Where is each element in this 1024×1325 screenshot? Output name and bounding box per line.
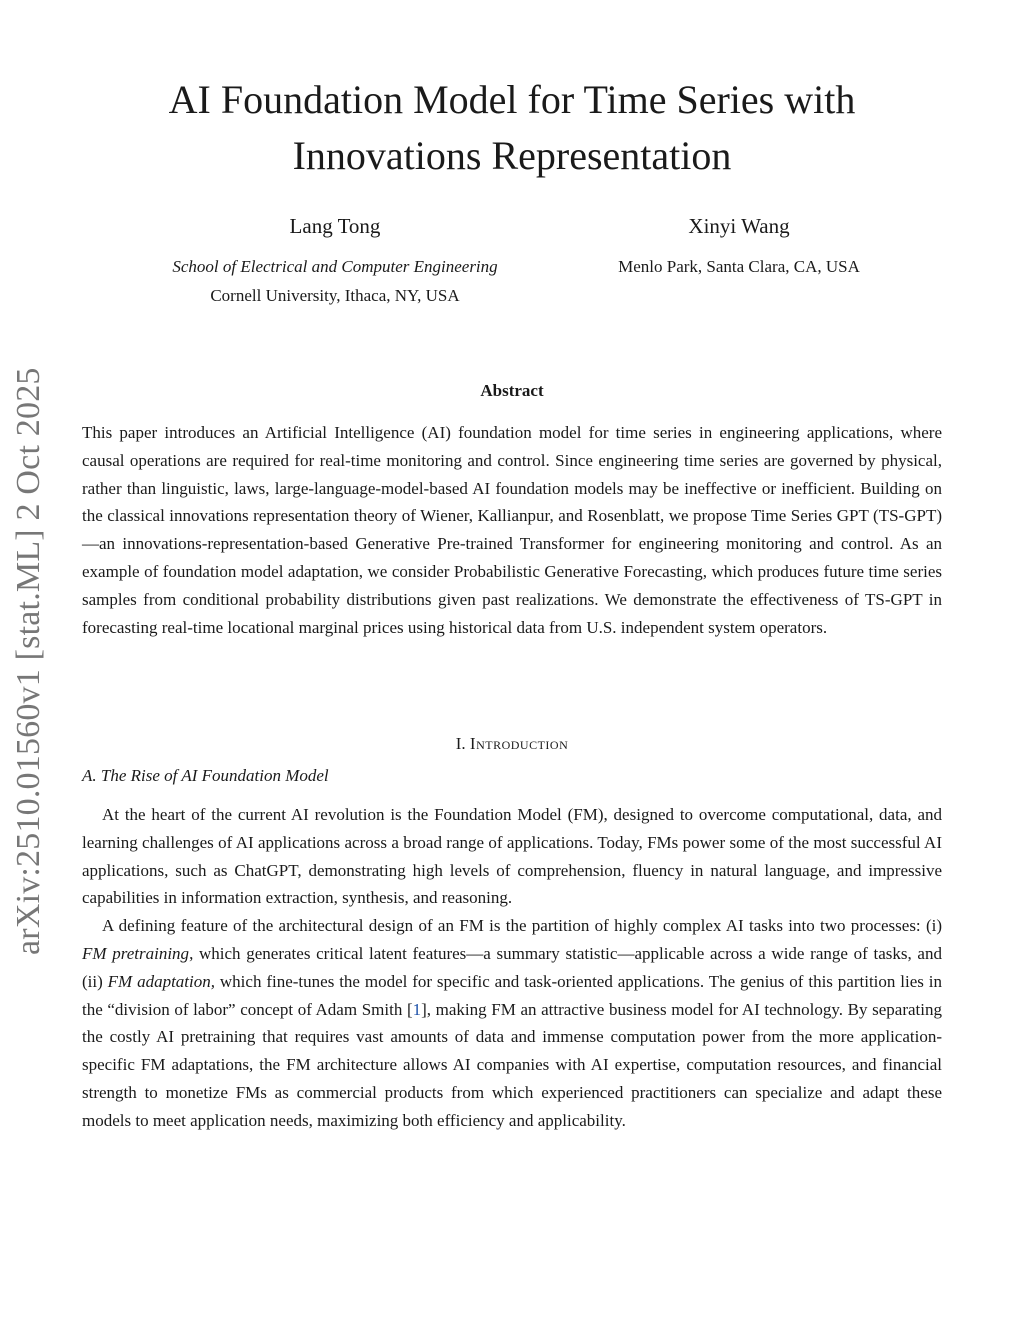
body-text: [82, 801, 942, 1135]
author-name: Xinyi Wang: [688, 214, 790, 238]
abstract-heading: Abstract: [480, 381, 544, 400]
title-line-2: Innovations Representation: [292, 133, 732, 178]
author-name: Lang Tong: [289, 214, 381, 238]
author-block-1: [120, 212, 550, 310]
arxiv-watermark: arXiv:2510.01560v1 [stat.ML] 2 Oct 2025: [10, 367, 47, 955]
author-affiliation: School of Electrical and Computer Engineering: [172, 257, 498, 276]
abstract-text: This paper introduces an Artificial Intelligence (AI) foundation model for time series in engineering applications, where causal operations are required for real-time monitoring and control. Since engineering time series are governed by physical, rather than linguistic, laws, large-language-model-based AI foundation models may be ineffective or inefficient. Building on the classical innovations representation theory of Wiener, Kallianpur, and Rosenblatt, we propose Time Series GPT (TS-GPT)—an innovations-representation-based Generative Pre-trained Transformer for engineering monitoring and control. As an example of foundation model adaptation, we consider Probabilistic Generative Forecasting, which produces future time series samples from conditional probability distributions given past realizations. We demonstrate the effectiveness of TS-GPT in forecasting real-time locational marginal prices using historical data from U.S. independent system operators.: [82, 423, 942, 637]
citation-link[interactable]: 1: [412, 999, 422, 1019]
paragraph-2: A defining feature of the architectural design of an FM is the partition of highly complex AI tasks into two processes: (i) FM pretraining, which generates critical latent features—a summary statistic—applicable across a wide range of tasks, and (ii) FM adaptation, which fine-tunes the model for specific and task-oriented applications. The genius of this partition lies in the “division of labor” concept of Adam Smith [1], making FM an attractive business model for AI technology. By separating the costly AI pretraining that requires vast amounts of data and immense computation power from the more application-specific FM adaptations, the FM architecture allows AI companies with AI expertise, computation resources, and financial strength to monetize FMs as commercial products from which experienced practitioners can specialize and adapt these models to meet application needs, maximizing both efficiency and applicability.: [82, 916, 942, 1130]
term-fm-pretraining: FM pretraining: [82, 943, 190, 963]
author-affiliation: Cornell University, Ithaca, NY, USA: [210, 286, 460, 305]
subsection-heading: A. The Rise of AI Foundation Model: [82, 766, 329, 785]
section-heading: [0, 734, 1024, 754]
title-line-1: AI Foundation Model for Time Series with: [168, 77, 856, 122]
term-fm-adaptation: FM adaptation,: [107, 971, 216, 991]
author-block-2: [580, 212, 898, 281]
section-title: Introduction: [469, 734, 569, 753]
section-number: I.: [455, 734, 466, 753]
paper-title: [0, 72, 1024, 184]
paragraph-1: At the heart of the current AI revolution is the Foundation Model (FM), designed to overcome computational, data, and learning challenges of AI applications across a broad range of applications. Today, FMs power some of the most successful AI applications, such as ChatGPT, demonstrating high levels of comprehension, fluency in natural language, and impressive capabilities in information extraction, synthesis, and reasoning.: [82, 805, 942, 908]
author-affiliation: Menlo Park, Santa Clara, CA, USA: [618, 257, 860, 276]
